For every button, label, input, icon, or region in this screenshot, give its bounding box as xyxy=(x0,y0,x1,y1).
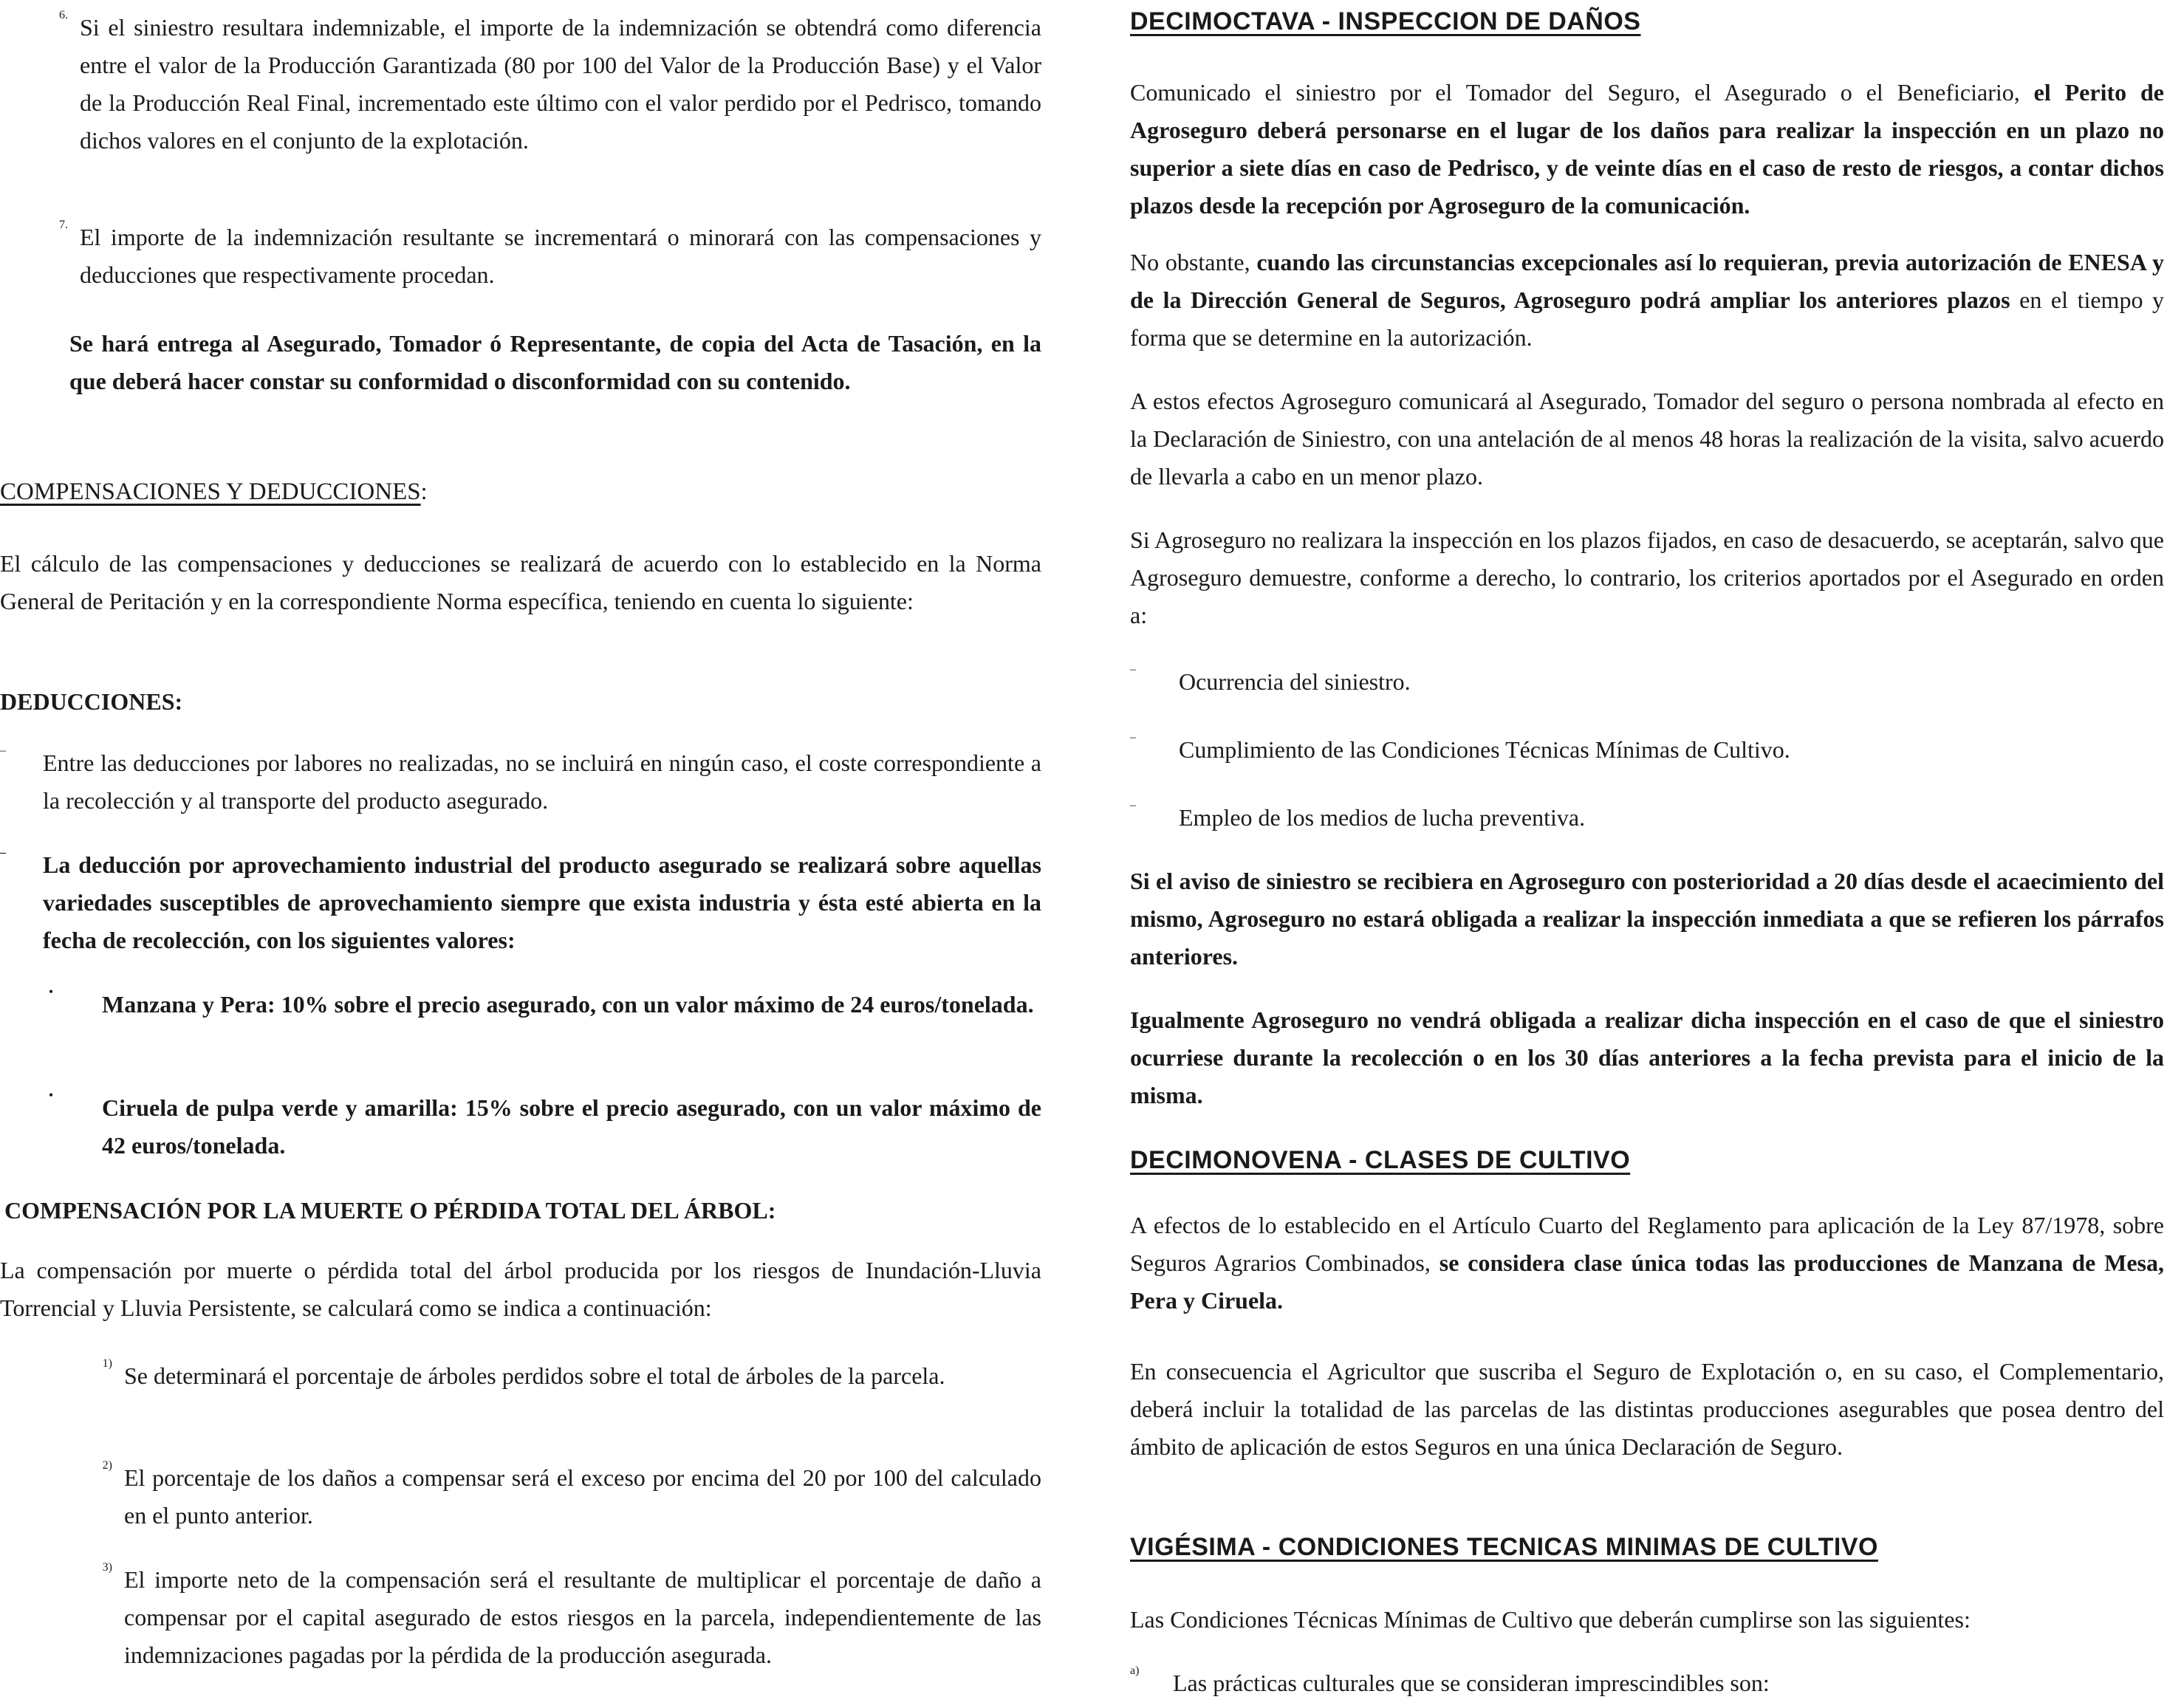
heading-text: VIGÉSIMA - CONDICIONES TECNICAS MINIMAS DE CULTIVO xyxy=(1130,1533,1878,1561)
text-run-bold: se considera clase única todas las producciones de Manzana de Mesa, Pera y Ciruela. xyxy=(1130,1249,2165,1314)
deducciones-heading: DEDUCCIONES: xyxy=(0,688,183,715)
item-text: Ciruela de pulpa verde y amarilla: 15% sobre el precio asegurado, con un valor máximo de 42 euros/tonelada. xyxy=(102,1094,1041,1159)
item-number: 7. xyxy=(59,219,68,231)
step-number: 2) xyxy=(102,1459,112,1472)
item-text: La deducción por aprovechamiento industrial del producto asegurado se realizará sobre aquellas variedades susceptibles de aprovechamiento siempre que exista industria y ésta esté abierta en la fecha de recolección, con los siguientes valores: xyxy=(43,851,1041,953)
step-2 xyxy=(74,1459,1041,1534)
section-heading-decimoctava xyxy=(1130,3,1641,41)
item-text: Manzana y Pera: 10% sobre el precio asegurado, con un valor máximo de 24 euros/tonelada. xyxy=(102,991,1034,1018)
muerte-heading: COMPENSACIÓN POR LA MUERTE O PÉRDIDA TOTAL DEL ÁRBOL: xyxy=(4,1197,776,1224)
heading-text: COMPENSACIONES Y DEDUCCIONES xyxy=(0,479,421,505)
bullet-item-2 xyxy=(0,1089,1041,1165)
list-item-6 xyxy=(30,9,1041,160)
condiciones-intro: Las Condiciones Técnicas Mínimas de Cultivo que deberán cumplirse son las siguientes: xyxy=(1130,1606,1971,1633)
bullet-item-1 xyxy=(0,986,1041,1023)
text-run-bold: cuando las circunstancias excepcionales así lo requieran, previa autorización de ENESA y de la Dirección General de Seguros, Agroseguro podrá ampliar los anteriores plazos xyxy=(1130,249,2165,313)
section-heading-decimonovena xyxy=(1130,1142,1630,1179)
heading-text: DECIMONOVENA - CLASES DE CULTIVO xyxy=(1130,1146,1631,1174)
dash-marker: – xyxy=(1130,663,1136,676)
step-text: El importe neto de la compensación será el resultante de multiplicar el porcentaje de daño a compensar por el capital asegurado de estos riesgos en la parcela, independientemente de las indemnizaciones pagadas por la pérdida de la producción asegurada. xyxy=(124,1566,1041,1668)
item-label: a) xyxy=(1130,1664,1140,1677)
bullet-marker: • xyxy=(49,986,53,998)
inspeccion-paragraph-2 xyxy=(1130,244,2164,357)
step-text: El porcentaje de los daños a compensar será el exceso por encima del 20 por 100 del calculado en el punto anterior. xyxy=(124,1464,1041,1529)
item-text: Si el siniestro resultara indemnizable, el importe de la indemnización se obtendrá como diferencia entre el valor de la Producción Garantizada (80 por 100 del Valor de la Producción Base) y el Valor de la Producción Real Final, incrementado este último con el valor perdido por el Pedrisco, tomando dichos valores en el conjunto de la explotación. xyxy=(80,14,1041,154)
deduccion-item-2 xyxy=(0,846,1041,959)
condiciones-item-a xyxy=(1130,1664,2164,1702)
step-number: 1) xyxy=(102,1357,112,1370)
deduccion-item-1 xyxy=(0,744,1041,820)
dash-marker: – xyxy=(1130,731,1136,744)
criteria-item-1 xyxy=(1130,663,2164,701)
item-text: El importe de la indemnización resultante se incrementará o minorará con las compensaciones y deducciones que respectivamente procedan. xyxy=(80,224,1041,288)
dash-marker: – xyxy=(0,846,6,859)
muerte-intro: La compensación por muerte o pérdida total del árbol producida por los riesgos de Inundación-Lluvia Torrencial y Lluvia Persistente, se calculará como se indica a continuación: xyxy=(0,1257,1041,1321)
dash-marker: – xyxy=(1130,799,1136,812)
heading-colon: : xyxy=(420,478,428,504)
item-text: Cumplimiento de las Condiciones Técnicas Mínimas de Cultivo. xyxy=(1179,736,1790,763)
recoleccion-paragraph: Igualmente Agroseguro no vendrá obligada a realizar dicha inspección en el caso de que el siniestro ocurriese durante la recolección o en los 30 días anteriores a la fecha prevista para el inicio de la misma. xyxy=(1130,1006,2164,1108)
item-text: Entre las deducciones por labores no realizadas, no se incluirá en ningún caso, el coste correspondiente a la recolección y al transporte del producto asegurado. xyxy=(43,750,1041,814)
criteria-item-3 xyxy=(1130,799,2164,837)
criteria-item-2 xyxy=(1130,731,2164,769)
text-run-bold: el Perito de Agroseguro deberá personarse en el lugar de los daños para realizar la inspección en un plazo no superior a siete días en caso de Pedrisco, y de veinte días en el caso de resto de riesgos, a contar dichos plazos desde la recepción por Agroseguro de la comunicación. xyxy=(1130,79,2165,219)
section-heading-vigesima xyxy=(1130,1529,1878,1566)
bullet-marker: • xyxy=(49,1089,53,1102)
step-3 xyxy=(74,1561,1041,1674)
item-number: 6. xyxy=(59,9,68,21)
clases-paragraph-2: En consecuencia el Agricultor que suscriba el Seguro de Explotación o, en su caso, el Complementario, deberá incluir la totalidad de las parcelas de las distintas producciones asegurables que posea dentro del ámbito de aplicación de estos Seguros en una única Declaración de Seguro. xyxy=(1130,1358,2164,1460)
item-text: Las prácticas culturales que se consideran imprescindibles son: xyxy=(1173,1670,1770,1696)
section-heading-compensaciones xyxy=(0,473,1041,511)
aviso-paragraph: Si el aviso de siniestro se recibiera en Agroseguro con posterioridad a 20 días desde el acaecimiento del mismo, Agroseguro no estará obligada a realizar la inspección inmediata a que se refieren los párrafos anteriores. xyxy=(1130,868,2164,970)
list-item-7 xyxy=(30,219,1041,294)
acta-note: Se hará entrega al Asegurado, Tomador ó Representante, de copia del Acta de Tasación, en la que deberá hacer constar su conformidad o disconformidad con su contenido. xyxy=(69,330,1041,394)
compensaciones-intro: El cálculo de las compensaciones y deducciones se realizará de acuerdo con lo establecido en la Norma General de Peritación y en la correspondiente Norma específica, teniendo en cuenta lo siguiente: xyxy=(0,550,1041,614)
heading-text: DECIMOCTAVA - INSPECCION DE DAÑOS xyxy=(1130,7,1641,35)
text-run: Comunicado el siniestro por el Tomador del Seguro, el Asegurado o el Beneficiario, xyxy=(1130,79,2034,106)
inspeccion-paragraph-4: Si Agroseguro no realizara la inspección en los plazos fijados, en caso de desacuerdo, se aceptarán, salvo que Agroseguro demuestre, conforme a derecho, lo contrario, los criterios aportados por el Asegurado en orden a: xyxy=(1130,527,2164,628)
inspeccion-paragraph-1 xyxy=(1130,74,2164,224)
step-1 xyxy=(74,1357,1041,1395)
step-text: Se determinará el porcentaje de árboles perdidos sobre el total de árboles de la parcela. xyxy=(124,1362,945,1389)
step-number: 3) xyxy=(102,1561,112,1574)
item-text: Ocurrencia del siniestro. xyxy=(1179,668,1411,695)
item-text: Empleo de los medios de lucha preventiva. xyxy=(1179,804,1586,831)
text-run: en el tiempo y forma que se determine en la autorización. xyxy=(1130,287,2165,351)
text-run: A efectos de lo establecido en el Artículo Cuarto del Reglamento para aplicación de la Ley 87/1978, sobre Seguros Agrarios Combinados, xyxy=(1130,1212,2164,1276)
dash-marker: – xyxy=(0,744,6,757)
clases-paragraph-1 xyxy=(1130,1207,2164,1320)
inspeccion-paragraph-3: A estos efectos Agroseguro comunicará al Asegurado, Tomador del seguro o persona nombrada al efecto en la Declaración de Siniestro, con una antelación de al menos 48 horas la realización de la visita, salvo acuerdo de llevarla a cabo en un menor plazo. xyxy=(1130,388,2164,490)
text-run: No obstante, xyxy=(1130,249,1257,275)
